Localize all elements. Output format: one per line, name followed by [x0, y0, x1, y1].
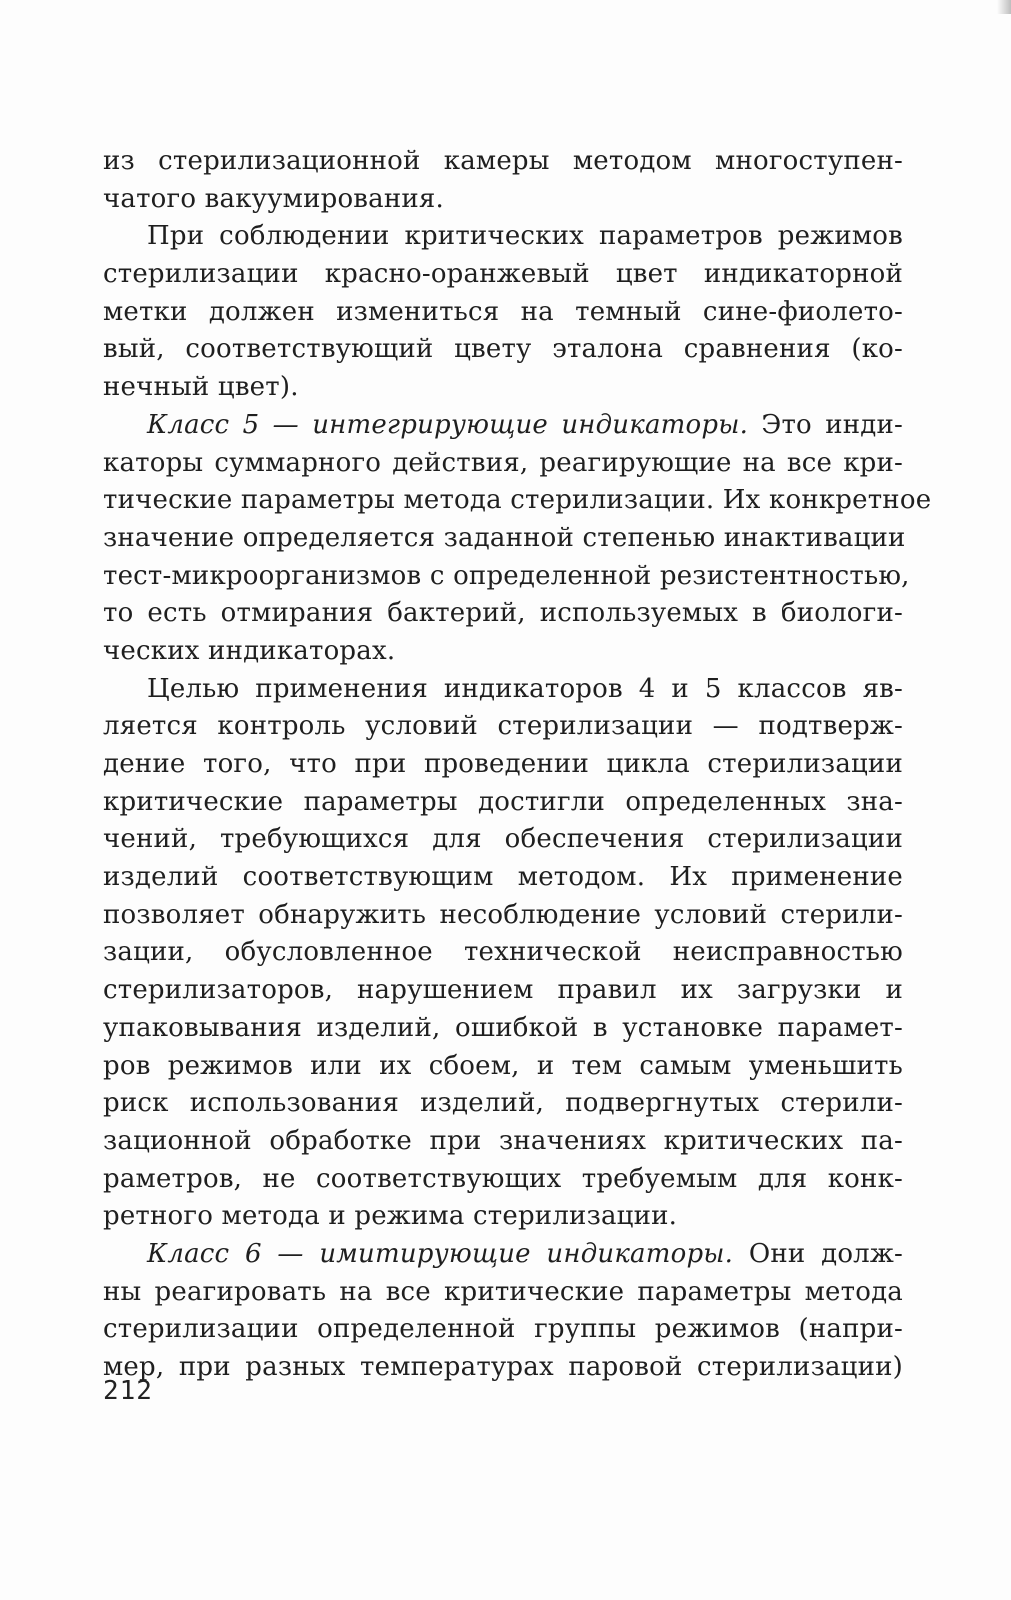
line-text: метки должен измениться на темный сине-фиолето-: [103, 296, 903, 327]
italic-heading: Класс 6 — имитирующие индикаторы.: [147, 1238, 734, 1269]
line-text: тические параметры метода стерилизации. Их конкретное: [103, 485, 932, 516]
text-line: [103, 934, 903, 972]
text-line: [103, 445, 903, 483]
line-text: то есть отмирания бактерий, используемых в биологи-: [103, 598, 903, 629]
line-text: Это инди-: [748, 409, 903, 440]
line-text: тест-микроорганизмов с определенной резистентностью,: [103, 560, 910, 591]
line-text: раметров, не соответствующих требуемым для конк-: [103, 1163, 903, 1194]
line-text: чатого вакуумирования.: [103, 183, 444, 214]
line-text: нечный цвет).: [103, 372, 299, 403]
line-text: вый, соответствующий цвету эталона сравнения (ко-: [103, 334, 903, 365]
text-line: [103, 746, 903, 784]
line-text: позволяет обнаружить несоблюдение условий стерили-: [103, 899, 903, 930]
page-number: 212: [103, 1376, 153, 1406]
line-text: дение того, что при проведении цикла стерилизации: [103, 749, 903, 779]
text-line: [103, 181, 903, 219]
text-line: [103, 558, 910, 596]
text-line: [103, 859, 903, 897]
line-text: упаковывания изделий, ошибкой в установке парамет-: [103, 1012, 903, 1043]
line-text: стерилизации определенной группы режимов (напри-: [103, 1314, 903, 1345]
line-text: Целью применения индикаторов 4 и 5 классов яв-: [147, 673, 903, 704]
line-text: изделий соответствующим методом. Их применение: [103, 862, 903, 893]
line-text: стерилизаторов, нарушением правил их загрузки и: [103, 975, 903, 1006]
line-text: зационной обработке при значениях критических па-: [103, 1125, 903, 1156]
text-line: [103, 972, 903, 1010]
text-line: [103, 1010, 903, 1048]
text-line: [103, 821, 903, 859]
text-line: [103, 1311, 903, 1349]
text-line: [103, 1123, 903, 1161]
line-text: значение определяется заданной степенью инактивации: [103, 522, 906, 553]
line-text: зации, обусловленное технической неисправностью: [103, 937, 903, 968]
text-line: [103, 633, 903, 671]
text-line: [103, 671, 903, 709]
text-line: [103, 1349, 903, 1387]
line-text: ров режимов или их сбоем, и тем самым уменьшить: [103, 1050, 903, 1081]
line-text: ческих индикаторах.: [103, 635, 396, 666]
text-line: [103, 520, 906, 558]
text-line: [103, 897, 903, 935]
text-line: [103, 294, 903, 332]
text-line: [103, 331, 903, 369]
text-line: [103, 218, 903, 256]
line-text: При соблюдении критических параметров режимов: [147, 221, 903, 252]
text-line: [103, 369, 903, 407]
text-line: [103, 595, 903, 633]
text-line: [103, 784, 903, 822]
body-text: [103, 143, 932, 1387]
line-text: ретного метода и режима стерилизации.: [103, 1201, 678, 1232]
line-text: каторы суммарного действия, реагирующие на все кри-: [103, 447, 903, 478]
text-line: [103, 1085, 903, 1123]
line-text: из стерилизационной камеры методом многоступен-: [103, 146, 903, 176]
text-line: [103, 1161, 903, 1199]
line-text: чений, требующихся для обеспечения стерилизации: [103, 824, 903, 855]
page-edge-mark: [997, 0, 1011, 14]
italic-heading: Класс 5 — интегрирующие индикаторы.: [147, 409, 749, 440]
text-line: [103, 1236, 903, 1274]
line-text: мер, при разных температурах паровой стерилизации): [103, 1352, 903, 1382]
text-line: [103, 407, 903, 445]
text-line: [103, 256, 903, 294]
line-text: ляется контроль условий стерилизации — подтверж-: [103, 711, 903, 742]
line-text: риск использования изделий, подвергнутых стерили-: [103, 1088, 903, 1119]
text-line: [103, 1048, 903, 1086]
text-line: [103, 1198, 903, 1236]
text-line: [103, 143, 903, 181]
line-text: стерилизации красно-оранжевый цвет индикаторной: [103, 259, 903, 290]
line-text: Они долж-: [733, 1238, 903, 1269]
line-text: ны реагировать на все критические параметры метода: [103, 1276, 903, 1307]
text-line: [103, 482, 932, 520]
text-line: [103, 1274, 903, 1312]
text-line: [103, 708, 903, 746]
line-text: критические параметры достигли определенных зна-: [103, 786, 903, 817]
